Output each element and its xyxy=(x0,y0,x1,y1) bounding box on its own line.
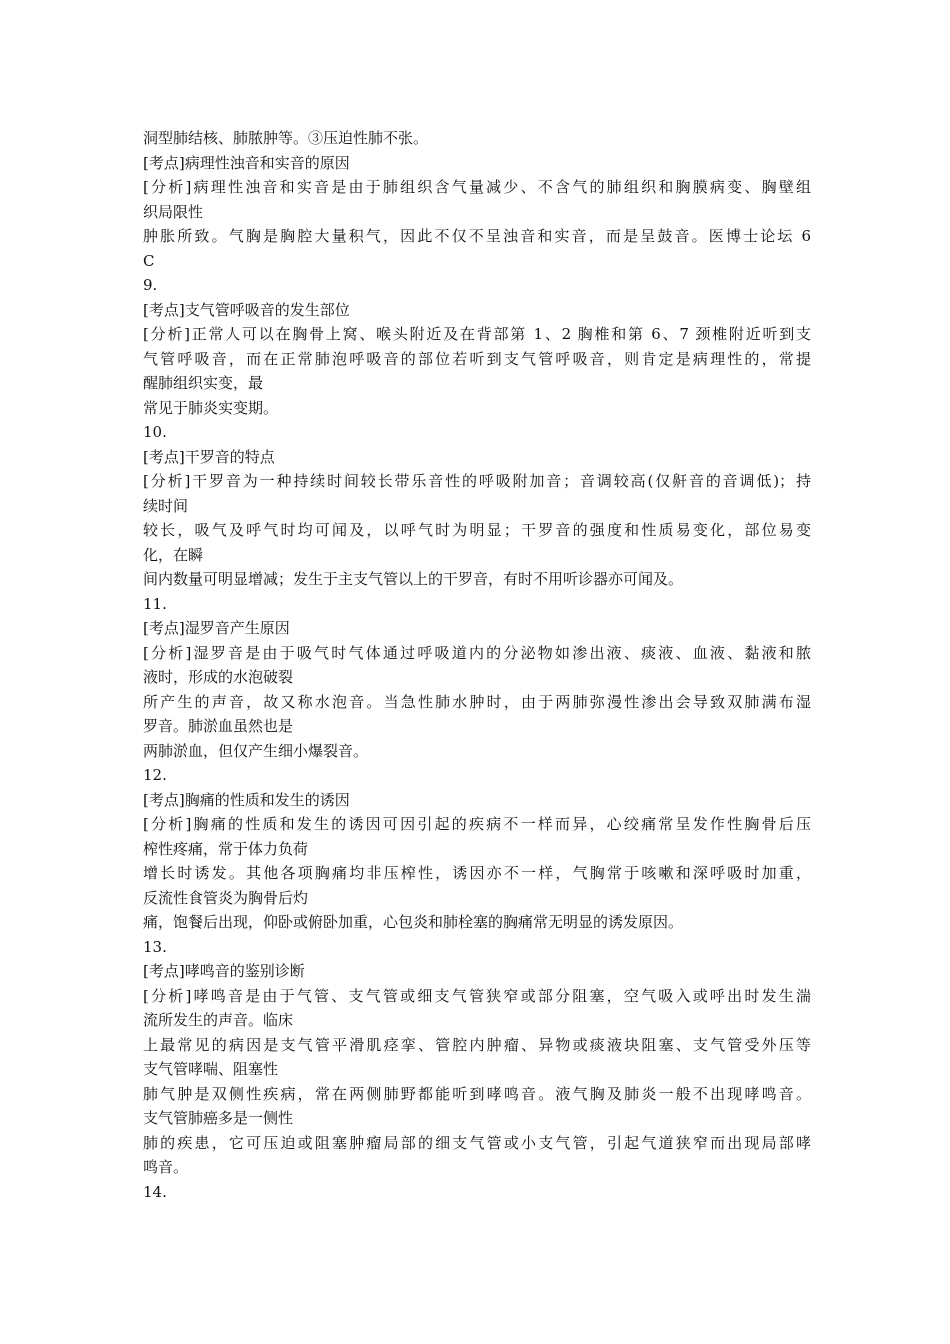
text-line: 10. xyxy=(143,423,167,441)
text-line: 两肺淤血，但仅产生细小爆裂音。 xyxy=(143,741,369,760)
text-line: 14. xyxy=(143,1182,167,1201)
text-line: 肿胀所致。气胸是胸腔大量积气，因此不仅不呈浊音和实音，而是呈鼓音。医博士论坛 6 xyxy=(143,227,811,245)
text-line: 鸣音。 xyxy=(143,1158,189,1176)
text-line: 液时，形成的水泡破裂 xyxy=(143,668,294,686)
text-line: 9. xyxy=(143,276,158,294)
text-line: 榨性疼痛，常于体力负荷 xyxy=(143,839,309,858)
text-line: 流所发生的声音。临床 xyxy=(143,1011,294,1029)
text-line: 洞型肺结核、肺脓肿等。③压迫性肺不张。 xyxy=(143,129,429,147)
text-line: [考点]支气管呼吸音的发生部位 xyxy=(143,300,350,319)
text-line: [分析]干罗音为一种持续时间较长带乐音性的呼吸附加音；音调较高(仅鼾音的音调低)；持 xyxy=(143,472,811,490)
text-line: 间内数量可明显增减；发生于主支气管以上的干罗音，有时不用听诊器亦可闻及。 xyxy=(143,570,684,588)
text-line: 罗音。肺淤血虽然也是 xyxy=(143,717,294,735)
text-line: [考点]湿罗音产生原因 xyxy=(143,619,290,637)
text-line: 痛，饱餐后出现，仰卧或俯卧加重，心包炎和肺栓塞的胸痛常无明显的诱发原因。 xyxy=(143,913,684,931)
text-line: 织局限性 xyxy=(143,202,204,221)
text-line: [考点]干罗音的特点 xyxy=(143,447,275,466)
text-line: 醒肺组织实变，最 xyxy=(143,374,264,392)
text-line: 肺的疾患，它可压迫或阻塞肿瘤局部的细支气管或小支气管，引起气道狭窄而出现局部哮 xyxy=(143,1133,811,1152)
text-line: 所产生的声音，故又称水泡音。当急性肺水肿时，由于两肺弥漫性渗出会导致双肺满布湿 xyxy=(143,692,811,711)
text-line: 11. xyxy=(143,594,167,613)
document-body xyxy=(143,126,811,1204)
text-line: 化，在瞬 xyxy=(143,545,204,564)
text-line: [分析]哮鸣音是由于气管、支气管或细支气管狭窄或部分阻塞，空气吸入或呼出时发生湍 xyxy=(143,986,811,1005)
text-line: C xyxy=(143,251,155,270)
text-line: 支气管肺癌多是一侧性 xyxy=(143,1109,294,1127)
text-line: 反流性食管炎为胸骨后灼 xyxy=(143,888,309,907)
text-line: 13. xyxy=(143,937,167,956)
text-line: [分析]胸痛的性质和发生的诱因可因引起的疾病不一样而异，心绞痛常呈发作性胸骨后压 xyxy=(143,815,811,833)
text-line: [考点]哮鸣音的鉴别诊断 xyxy=(143,962,305,980)
text-line: 续时间 xyxy=(143,496,189,515)
text-line: 增长时诱发。其他各项胸痛均非压榨性，诱因亦不一样，气胸常于咳嗽和深呼吸时加重， xyxy=(143,864,811,882)
text-line: [分析]正常人可以在胸骨上窝、喉头附近及在背部第 1、2 胸椎和第 6、7 颈椎附近听到支 xyxy=(143,325,811,343)
text-line: [分析]病理性浊音和实音是由于肺组织含气量减少、不含气的肺组织和胸膜病变、胸壁组 xyxy=(143,178,811,196)
text-line: [考点]病理性浊音和实音的原因 xyxy=(143,153,350,172)
text-line: 肺气肿是双侧性疾病，常在两侧肺野都能听到哮鸣音。液气胸及肺炎一般不出现哮鸣音。 xyxy=(143,1084,811,1103)
text-line: 气管呼吸音，而在正常肺泡呼吸音的部位若听到支气管呼吸音，则肯定是病理性的，常提 xyxy=(143,349,811,368)
text-line: 12. xyxy=(143,766,167,784)
text-line: 常见于肺炎实变期。 xyxy=(143,398,279,417)
text-line: 支气管哮喘、阻塞性 xyxy=(143,1060,279,1078)
text-line: 较长，吸气及呼气时均可闻及，以呼气时为明显；干罗音的强度和性质易变化，部位易变 xyxy=(143,521,811,539)
text-line: 上最常见的病因是支气管平滑肌痉挛、管腔内肿瘤、异物或痰液块阻塞、支气管受外压等 xyxy=(143,1035,811,1054)
text-line: [分析]湿罗音是由于吸气时气体通过呼吸道内的分泌物如渗出液、痰液、血液、黏液和脓 xyxy=(143,643,811,662)
text-line: [考点]胸痛的性质和发生的诱因 xyxy=(143,790,350,809)
